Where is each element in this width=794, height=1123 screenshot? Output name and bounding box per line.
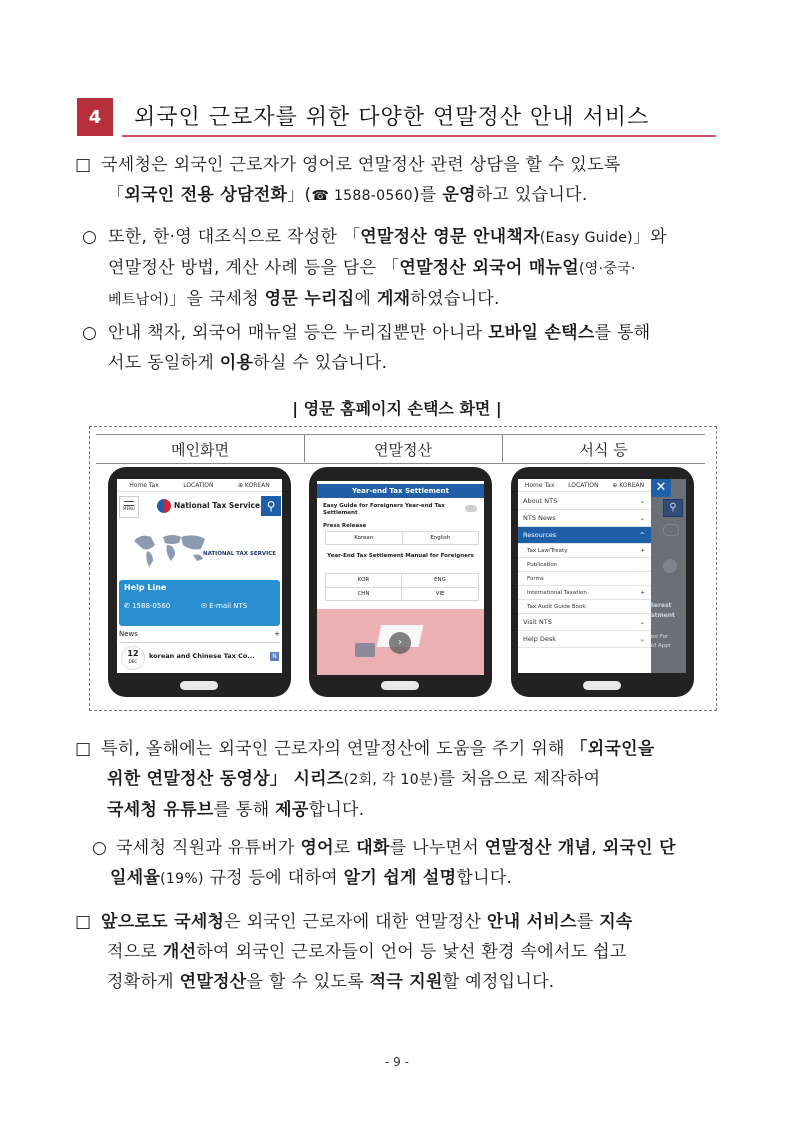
text-bold: 적극 지원: [369, 972, 443, 992]
menu-button[interactable]: [119, 496, 139, 518]
circle-bullet: ○: [92, 838, 108, 858]
toggle-icon: [663, 524, 679, 536]
text-bold: 연말정산: [179, 972, 247, 992]
drawer-menu-item[interactable]: [518, 614, 651, 631]
korean-link[interactable]: ⊕ KOREAN: [237, 481, 270, 489]
text: 국세청 직원과 유튜버가: [116, 838, 301, 858]
top-links: [518, 479, 651, 492]
news-title: News: [119, 630, 138, 638]
helpline-title: Help Line: [124, 583, 167, 592]
dimmed-background: [651, 479, 686, 673]
korean-link[interactable]: ⊕ KOREAN: [612, 481, 645, 489]
square-bullet: □: [75, 739, 92, 759]
text-bold: 안내 서비스: [486, 912, 577, 932]
text: 합니다.: [456, 868, 513, 888]
home-button: [381, 681, 419, 690]
phone-yearend-screen: [309, 467, 492, 697]
manual-language-grid: [325, 573, 479, 601]
page-number: - 9 -: [385, 1055, 409, 1069]
drawer-menu-label: About NTS: [523, 497, 558, 505]
text: 」와: [632, 227, 667, 247]
text: 」을 국세청: [169, 289, 265, 309]
circle-bullet: ○: [82, 323, 98, 343]
search-icon: ⚲: [266, 499, 276, 513]
drawer-menu-item[interactable]: [518, 510, 651, 527]
text: 를 통해: [594, 323, 651, 343]
text-bold: 게재: [376, 289, 411, 309]
text: (Easy Guide): [539, 230, 633, 246]
drawer-menu-chevron-icon: +: [640, 547, 645, 554]
phone-screen: [518, 479, 686, 673]
text-bold: 외국인 단: [602, 838, 676, 858]
section-rule: [122, 135, 716, 137]
drawer-menu-label: NTS News: [523, 514, 556, 522]
text: 를 통해: [213, 800, 276, 820]
menu-label: MENU: [123, 506, 135, 511]
circle-bullet: ○: [82, 227, 98, 247]
phone-icon: ✆: [124, 602, 133, 610]
column-header-yearend: 연말정산: [304, 434, 502, 464]
text: (2회, 각 10분): [343, 772, 439, 788]
column-header-forms: 서식 등: [502, 434, 705, 464]
text: 합니다.: [308, 800, 365, 820]
home-tax-link[interactable]: Home Tax: [129, 481, 159, 489]
text: 베트남어): [108, 292, 170, 308]
korean-label: KOREAN: [244, 481, 270, 489]
location-link[interactable]: LOCATION: [183, 481, 214, 489]
drawer-menu-item[interactable]: [518, 544, 651, 558]
text: (영·중국·: [579, 261, 636, 277]
side-text: terest: [651, 602, 672, 609]
text: 하고 있습니다.: [475, 185, 588, 205]
news-date: [121, 646, 145, 670]
hotline-number: ☎ 1588-0560: [311, 188, 413, 204]
home-tax-link[interactable]: Home Tax: [524, 481, 555, 489]
drawer-menu-chevron-icon: ⌄: [639, 635, 645, 643]
text: 규정 등에 대하여: [203, 868, 344, 888]
email-icon: ✉: [201, 602, 210, 610]
drawer-menu-chevron-icon: +: [640, 589, 645, 596]
text-bold: 앞으로도 국세청: [101, 912, 225, 932]
news-more-button[interactable]: +: [274, 630, 280, 638]
share-icon: [663, 559, 677, 573]
text: 를 나누면서: [389, 838, 485, 858]
chn-button[interactable]: CHN: [326, 588, 402, 601]
text: 연말정산 방법, 계산 사례 등을 담은 「: [108, 258, 400, 278]
calculator-illustration: [355, 643, 375, 657]
square-bullet: □: [75, 155, 92, 175]
text: 하실 수 있습니다.: [253, 353, 388, 373]
drawer-menu-item[interactable]: [518, 572, 651, 586]
text: 를: [576, 912, 600, 932]
text: )를: [412, 185, 443, 205]
text-bold: 알기 쉽게 설명: [343, 868, 457, 888]
text-bold: 모바일 손택스: [488, 323, 595, 343]
text: 로: [333, 838, 357, 858]
manual-title: Year-End Tax Settlement Manual for Foreigners: [327, 553, 474, 559]
side-text: ed For: [651, 634, 669, 640]
text: 특히, 올해에는 외국인 근로자의 연말정산에 도움을 주기 위해: [101, 739, 571, 759]
bullet-1: [75, 150, 725, 211]
side-text: of Appr: [651, 643, 672, 649]
text: 를 처음으로 제작하여: [438, 769, 601, 789]
sub-bullet-1: [82, 222, 732, 315]
news-day: 12: [127, 649, 139, 658]
hotline-name: 외국인 전용 상담전화: [124, 185, 288, 205]
home-button: [180, 681, 218, 690]
location-link[interactable]: LOCATION: [568, 481, 599, 489]
text: ,: [591, 838, 603, 858]
drawer-menu-chevron-icon: ^: [639, 531, 645, 539]
drawer-menu-chevron-icon: ⌄: [639, 497, 645, 505]
text: 서도 동일하게: [108, 353, 220, 373]
news-month: DEC: [128, 659, 138, 664]
drawer-menu-label: International Taxation: [527, 589, 587, 596]
text-bold: 연말정산 외국어 매뉴얼: [399, 258, 580, 278]
side-text: stment: [651, 612, 675, 619]
text-bold: 일세율: [110, 868, 161, 888]
download-icon[interactable]: [465, 505, 477, 512]
play-icon[interactable]: ›: [389, 632, 411, 654]
world-map-icon: [129, 529, 209, 569]
text: 적으로: [107, 942, 163, 962]
text-bold: 「외국인을: [570, 739, 655, 759]
column-divider: [502, 434, 503, 462]
text-bold: 연말정산 개념: [484, 838, 592, 858]
text-bold: 영문 누리집: [264, 289, 355, 309]
drawer-menu-label: Visit NTS: [523, 618, 552, 626]
text: (19%): [160, 871, 204, 887]
text-bold: 대화: [356, 838, 390, 858]
drawer-menu-item[interactable]: [518, 586, 651, 600]
close-icon[interactable]: ✕: [651, 479, 671, 497]
logo-text: National Tax Service: [174, 501, 261, 510]
home-button: [583, 681, 621, 690]
korean-button[interactable]: Korean: [326, 532, 403, 544]
section-number: 4: [77, 98, 113, 136]
text: 은 외국인 근로자에 대한 연말정산: [224, 912, 487, 932]
drawer-menu-chevron-icon: ⌄: [639, 618, 645, 626]
drawer-menu-chevron-icon: ⌄: [639, 514, 645, 522]
bullet-2: [75, 734, 725, 825]
phone-screen: [317, 481, 484, 675]
text-bold: 제공: [275, 800, 309, 820]
drawer-menu-item[interactable]: [518, 631, 651, 648]
sub-bullet-3: [92, 833, 732, 894]
text: 하였습니다.: [410, 289, 500, 309]
text: 안내 책자, 외국어 매뉴얼 등은 누리집뿐만 아니라: [108, 323, 489, 343]
drawer-menu-label: Tax Audit Guide Book: [527, 603, 586, 610]
easy-guide-title: Easy Guide for Foreigners Year-end Tax Settlement: [323, 503, 445, 516]
news-item-link[interactable]: korean and Chinese Tax Co...: [149, 652, 255, 660]
yearend-header: Year-end Tax Settlement: [317, 484, 484, 498]
text: 하여 외국인 근로자들이 언어 등 낯선 환경 속에서도 쉽고: [196, 942, 627, 962]
drawer-menu-item[interactable]: [518, 558, 651, 572]
text-bold: 위한 연말정산 동영상」 시리즈: [107, 769, 344, 789]
top-links: [117, 479, 282, 492]
figure-caption: | 영문 홈페이지 손택스 화면 |: [292, 399, 502, 418]
text-bold: 지속: [599, 912, 633, 932]
drawer-menu-label: Tax Law/Treaty: [527, 547, 568, 554]
search-button[interactable]: [261, 496, 281, 516]
kor-button[interactable]: KOR: [326, 574, 402, 588]
column-divider: [304, 434, 305, 462]
square-bullet: □: [75, 912, 92, 932]
drawer-menu-item[interactable]: [518, 527, 651, 544]
korean-label: KOREAN: [619, 481, 645, 489]
text-bold: 연말정산 영문 안내책자: [360, 227, 540, 247]
bullet-1-line-1: 국세청은 외국인 근로자가 영어로 연말정산 관련 상담을 할 수 있도록: [101, 155, 621, 175]
phone-screen: [117, 479, 282, 673]
text: 또한, 한·영 대조식으로 작성한 「: [108, 227, 361, 247]
helpline-phone: 1588-0560: [132, 602, 171, 610]
text: 할 예정입니다.: [442, 972, 555, 992]
eng-button[interactable]: ENG: [402, 574, 478, 588]
nts-logo-icon: [157, 499, 171, 513]
drawer-menu-item[interactable]: [518, 493, 651, 510]
drawer-menu-label: Help Desk: [523, 635, 557, 643]
text-bold: 국세청 유튜브: [107, 800, 214, 820]
text: 」(: [287, 185, 312, 205]
helpline-email: E-mail NTS: [209, 602, 248, 610]
language-buttons: [325, 531, 479, 545]
drawer-menu-label: Publication: [527, 561, 558, 568]
phone-forms-screen: [511, 467, 694, 697]
vie-button[interactable]: VIE: [435, 591, 445, 597]
sub-bullet-2: [82, 318, 732, 378]
video-banner-image: [317, 609, 484, 675]
new-badge: N: [270, 652, 279, 661]
english-button[interactable]: English: [430, 535, 451, 541]
section-title: 외국인 근로자를 위한 다양한 연말정산 안내 서비스: [134, 105, 650, 130]
text: 「: [107, 185, 125, 205]
map-label: NATIONAL TAX SERVICE: [203, 551, 276, 557]
phone-main-screen: [108, 467, 291, 697]
news-header: [119, 630, 280, 643]
nav-drawer: [518, 479, 651, 673]
drawer-menu-item[interactable]: [518, 600, 651, 614]
column-header-main: 메인화면: [96, 434, 304, 464]
drawer-menu-label: Resources: [523, 531, 557, 539]
text-bold: 운영: [442, 185, 476, 205]
search-icon: ⚲: [663, 499, 683, 517]
text: 에: [354, 289, 377, 309]
helpline-card[interactable]: [119, 580, 280, 626]
text-bold: 이용: [219, 353, 254, 373]
drawer-menu-label: Forms: [527, 575, 544, 582]
text-bold: 개선: [162, 942, 197, 962]
bullet-3: [75, 907, 725, 997]
text: 정확하게: [107, 972, 180, 992]
text-bold: 영어: [300, 838, 334, 858]
text: 을 할 수 있도록: [246, 972, 370, 992]
press-release-label: Press Release: [323, 523, 367, 529]
